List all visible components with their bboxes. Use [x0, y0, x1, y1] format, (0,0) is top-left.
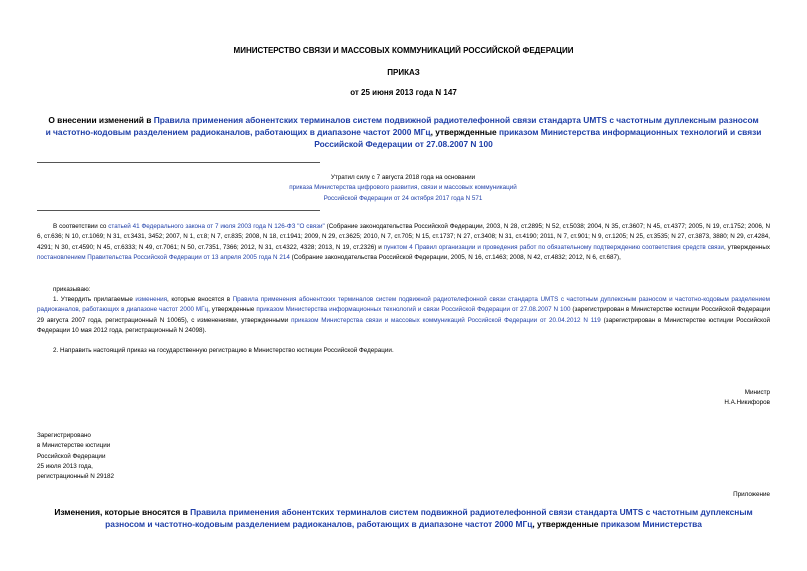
item1-rules-link[interactable]: Правила применения абонентских терминалов систем подвижной радиотелефонной связи стандарта UMTS с частотным дуплексным разносом и частотно-кодовым разделением радиоканалов, работающих в диапазоне частот 2000 МГц: [37, 296, 770, 314]
item1-text-1: 1. Утвердить прилагаемые: [53, 296, 136, 303]
status-note: [230, 173, 576, 204]
law-article-link[interactable]: статьей 41 Федерального закона от 7 июля 2003 года N 126-ФЗ "О связи": [108, 223, 325, 230]
item1-order-link[interactable]: приказом Министерства информационных технологий и связи Российской Федерации от 27.08.2007 N 100: [256, 306, 571, 314]
registration-line-3: Российской Федерации: [37, 452, 106, 460]
preamble-text-2: (Собрание законодательства Российской Федерации, 2003, N 28, ст.2895; N 52, ст.5038; 2004, N 35, ст.3607; N 45, ст.4377; 2005, N 19, ст.1752; 2006, N 6, ст.636; N 10, ст.1069; N 31, ст.3431, 3452; 2007, N 1, ст.8; N 7, ст.835; 2008, N 18, ст.1941; 2009, N 29, ст.3625; 2010, N 7, ст.705; N 15, ст.1737; N 27, ст.3408; N 31, ст.4190; 2011, N 7, ст.901; N 9, ст.1205; N 25, ст.3535; N 27, ст.3873, 3880; N 29, ст.4284, 4291; N 30, ст.4590; N 45, ст.6333; N 49, ст.7061; N 50, ст.7351, 7366; 2012, N 31, ст.4322, 4328; 2013, N 19, ст.2326) и: [37, 223, 770, 251]
document-title: [45, 114, 762, 150]
appendix-rules-link[interactable]: Правила применения абонентских терминалов систем подвижной радиотелефонной связи стандарта UMTS с частотным дуплексным разносом и частотно-кодовым разделением радиоканалов, работающих в диапазоне частот 2000 МГц: [105, 507, 753, 529]
rules-point-link[interactable]: пунктом 4 Правил организации и проведения работ по обязательному подтверждению соответствия средств связи: [383, 243, 724, 251]
item1-text-3: , утвержденные: [208, 306, 257, 314]
item1-text-4: (зарегистрирован в Министерстве юстиции Российской Федерации 29 августа 2007 года, регистрационный N 10065), с изменениями, утвержденными: [37, 306, 770, 324]
status-note-link-line3[interactable]: Российской Федерации от 24 октября 2017 года N 571: [323, 194, 483, 202]
status-note-line1: Утратил силу с 7 августа 2018 года на основании: [330, 174, 476, 181]
appendix-title-text-1: Изменения, которые вносятся в: [54, 507, 191, 517]
preamble-paragraph: [37, 222, 770, 263]
appendix-title: [45, 506, 762, 530]
document-date-number: от 25 июня 2013 года N 147: [350, 88, 457, 97]
preamble-text-4: (Собрание законодательства Российской Федерации, 2005, N 16, ст.1463; 2008, N 42, ст.4832; 2012, N 6, ст.687),: [289, 253, 621, 261]
item1-text-2: , которые вносятся в: [167, 296, 233, 303]
document-type: ПРИКАЗ: [387, 68, 420, 77]
ministry-heading: МИНИСТЕРСТВО СВЯЗИ И МАССОВЫХ КОММУНИКАЦИЙ РОССИЙСКОЙ ФЕДЕРАЦИИ: [233, 46, 574, 55]
title-middle: , утвержденные: [430, 127, 499, 137]
divider-bottom: [37, 210, 320, 211]
government-decree-link[interactable]: постановлением Правительства Российской Федерации от 13 апреля 2005 года N 214: [37, 253, 290, 261]
order-word: приказываю:: [53, 286, 91, 293]
preamble-text-1: В соответствии со: [53, 223, 109, 230]
appendix-label: Приложение: [733, 491, 770, 498]
order-item-2: 2. Направить настоящий приказ на государственную регистрацию в Министерство юстиции Российской Федерации.: [53, 347, 394, 354]
preamble-text-3: , утвержденных: [723, 243, 770, 251]
appendix-order-link[interactable]: приказом Министерства: [600, 519, 702, 529]
signature-block: [724, 388, 770, 409]
signature-name: Н.А.Никифоров: [724, 399, 770, 407]
changes-link[interactable]: изменения: [135, 296, 168, 303]
registration-line-5: регистрационный N 29182: [37, 473, 115, 481]
status-note-link-line2[interactable]: приказа Министерства цифрового развития, связи и массовых коммуникаций: [289, 184, 517, 192]
item1-text-5: (зарегистрирован в Министерстве юстиции Российской Федерации 10 мая 2012 года, регистрационный N 24098).: [37, 316, 770, 334]
registration-block: [37, 431, 114, 482]
appendix-title-text-2: , утвержденные: [532, 519, 601, 529]
divider-top: [37, 162, 320, 163]
signature-position: Министр: [744, 389, 770, 396]
title-order-link[interactable]: приказом Министерства информационных технологий и связи Российской Федерации от 27.08.2007 N 100: [314, 127, 762, 149]
title-rules-link[interactable]: Правила применения абонентских терминалов систем подвижной радиотелефонной связи стандарта UMTS с частотным дуплексным разносом и частотно-кодовым разделением радиоканалов, работающих в диапазоне частот 2000 МГц: [45, 115, 759, 137]
title-prefix: О внесении изменений в: [48, 115, 154, 125]
order-item-1: [37, 295, 770, 336]
item1-order2-link[interactable]: приказом Министерства связи и массовых коммуникаций Российской Федерации от 20.04.2012 N 119: [291, 316, 601, 324]
registration-line-2: в Министерстве юстиции: [37, 442, 111, 450]
registration-line-4: 25 июля 2013 года,: [37, 462, 93, 470]
registration-line-1: Зарегистрировано: [37, 432, 91, 439]
